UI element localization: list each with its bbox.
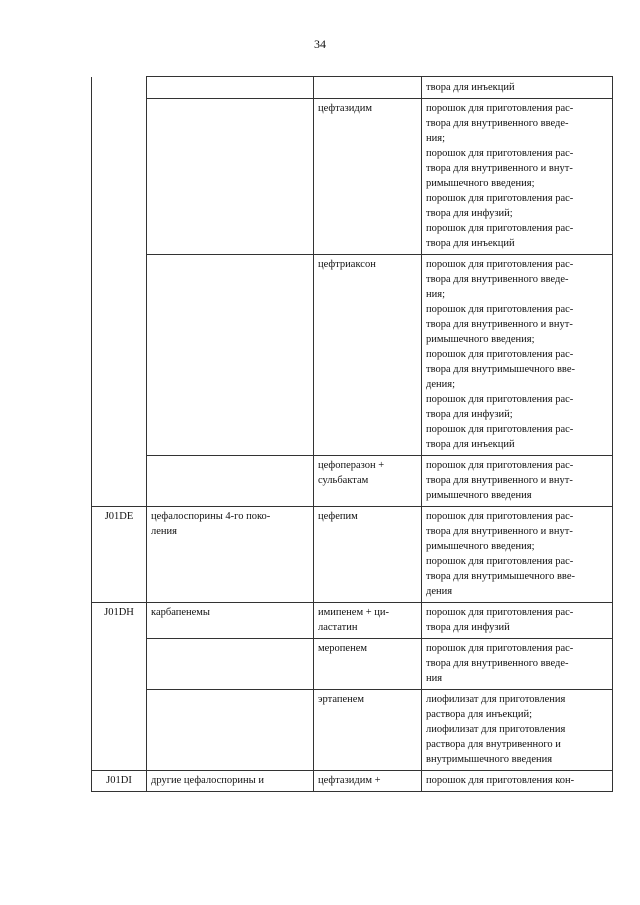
dosage-forms-cell: [422, 507, 613, 603]
dosage-form-line: твора для внутримышечного вве-: [426, 364, 575, 375]
dosage-form-line: порошок для приготовления рас-: [426, 424, 574, 435]
dosage-form-line: лиофилизат для приготовления: [426, 724, 566, 735]
page-number: 34: [314, 37, 326, 51]
dosage-forms-cell: [422, 690, 613, 771]
dosage-form-line: порошок для приготовления рас-: [426, 259, 574, 270]
atc-code-cell: J01DE: [92, 507, 147, 603]
table-row: [92, 507, 613, 603]
table-row: [92, 456, 613, 507]
dosage-form-line: лиофилизат для приготовления: [426, 694, 566, 705]
drug-name-cell: цефоперазон + сульбактам: [314, 456, 422, 507]
dosage-form-line: римышечного введения;: [426, 334, 535, 345]
dosage-forms-cell: [422, 639, 613, 690]
atc-code-cell: J01DH: [92, 603, 147, 639]
dosage-form-line: твора для инфузий;: [426, 208, 513, 219]
dosage-form-line: порошок для приготовления рас-: [426, 511, 574, 522]
dosage-form-line: ния: [426, 673, 443, 684]
dosage-form-line: твора для инфузий;: [426, 409, 513, 420]
dosage-form-line: порошок для приготовления рас-: [426, 148, 574, 159]
table-row: [92, 603, 613, 639]
dosage-form-line: ния;: [426, 133, 445, 144]
dosage-form-line: твора для внутривенного введе-: [426, 658, 569, 669]
atc-code-cell: [92, 77, 147, 99]
table-row: [92, 99, 613, 255]
dosage-forms-cell: [422, 255, 613, 456]
group-name-cell: [147, 255, 314, 456]
dosage-forms-cell: [422, 456, 613, 507]
dosage-form-line: твора для внутримышечного вве-: [426, 571, 575, 582]
dosage-forms-cell: [422, 77, 613, 99]
dosage-form-line: порошок для приготовления рас-: [426, 394, 574, 405]
dosage-form-line: порошок для приготовления рас-: [426, 193, 574, 204]
dosage-form-line: дения;: [426, 379, 455, 390]
group-name-cell: [147, 77, 314, 99]
dosage-form-line: раствора для внутривенного и: [426, 739, 561, 750]
dosage-form-line: твора для инъекций: [426, 82, 515, 93]
atc-code-cell: [92, 456, 147, 507]
drug-name-cell: имипенем + ци- ластатин: [314, 603, 422, 639]
group-name-cell: [147, 639, 314, 690]
table-row: [92, 690, 613, 771]
dosage-forms-cell: [422, 771, 613, 792]
dosage-form-line: порошок для приготовления рас-: [426, 103, 574, 114]
dosage-form-line: дения: [426, 586, 453, 597]
drug-name-cell: [314, 77, 422, 99]
dosage-form-line: ния;: [426, 289, 445, 300]
dosage-form-line: порошок для приготовления рас-: [426, 607, 574, 618]
drug-name-cell: эртапенем: [314, 690, 422, 771]
atc-code-cell: J01DI: [92, 771, 147, 792]
dosage-form-line: порошок для приготовления кон-: [426, 775, 575, 786]
dosage-form-line: твора для внутривенного и внут-: [426, 526, 573, 537]
dosage-form-line: твора для инфузий: [426, 622, 510, 633]
group-name-cell: [147, 690, 314, 771]
dosage-form-line: римышечного введения;: [426, 541, 535, 552]
dosage-form-line: твора для внутривенного и внут-: [426, 319, 573, 330]
group-name-cell: другие цефалоспорины и: [147, 771, 314, 792]
table-row: [92, 255, 613, 456]
atc-code-cell: [92, 99, 147, 255]
dosage-form-line: твора для инъекций: [426, 439, 515, 450]
group-name-cell: карбапенемы: [147, 603, 314, 639]
dosage-form-line: раствора для инъекций;: [426, 709, 533, 720]
table-row: [92, 771, 613, 792]
group-name-cell: [147, 456, 314, 507]
dosage-form-line: порошок для приготовления рас-: [426, 460, 574, 471]
drug-table: [91, 76, 613, 792]
atc-code-cell: [92, 639, 147, 690]
drug-name-cell: цефтазидим: [314, 99, 422, 255]
dosage-form-line: твора для внутривенного и внут-: [426, 163, 573, 174]
drug-name-cell: цефтазидим +: [314, 771, 422, 792]
group-name-cell: [147, 99, 314, 255]
drug-name-cell: меропенем: [314, 639, 422, 690]
dosage-forms-cell: [422, 603, 613, 639]
dosage-form-line: порошок для приготовления рас-: [426, 304, 574, 315]
dosage-forms-cell: [422, 99, 613, 255]
dosage-form-line: твора для внутривенного введе-: [426, 274, 569, 285]
atc-code-cell: [92, 255, 147, 456]
dosage-form-line: порошок для приготовления рас-: [426, 643, 574, 654]
dosage-form-line: твора для инъекций: [426, 238, 515, 249]
atc-code-cell: [92, 690, 147, 771]
table-row: [92, 77, 613, 99]
dosage-form-line: порошок для приготовления рас-: [426, 349, 574, 360]
drug-name-cell: цефтриаксон: [314, 255, 422, 456]
dosage-form-line: внутримышечного введения: [426, 754, 553, 765]
dosage-form-line: римышечного введения;: [426, 178, 535, 189]
dosage-form-line: твора для внутривенного введе-: [426, 118, 569, 129]
dosage-form-line: порошок для приготовления рас-: [426, 223, 574, 234]
drug-name-cell: цефепим: [314, 507, 422, 603]
group-name-cell: цефалоспорины 4-го поко- ления: [147, 507, 314, 603]
table-row: [92, 639, 613, 690]
dosage-form-line: порошок для приготовления рас-: [426, 556, 574, 567]
dosage-form-line: твора для внутривенного и внут-: [426, 475, 573, 486]
dosage-form-line: римышечного введения: [426, 490, 532, 501]
